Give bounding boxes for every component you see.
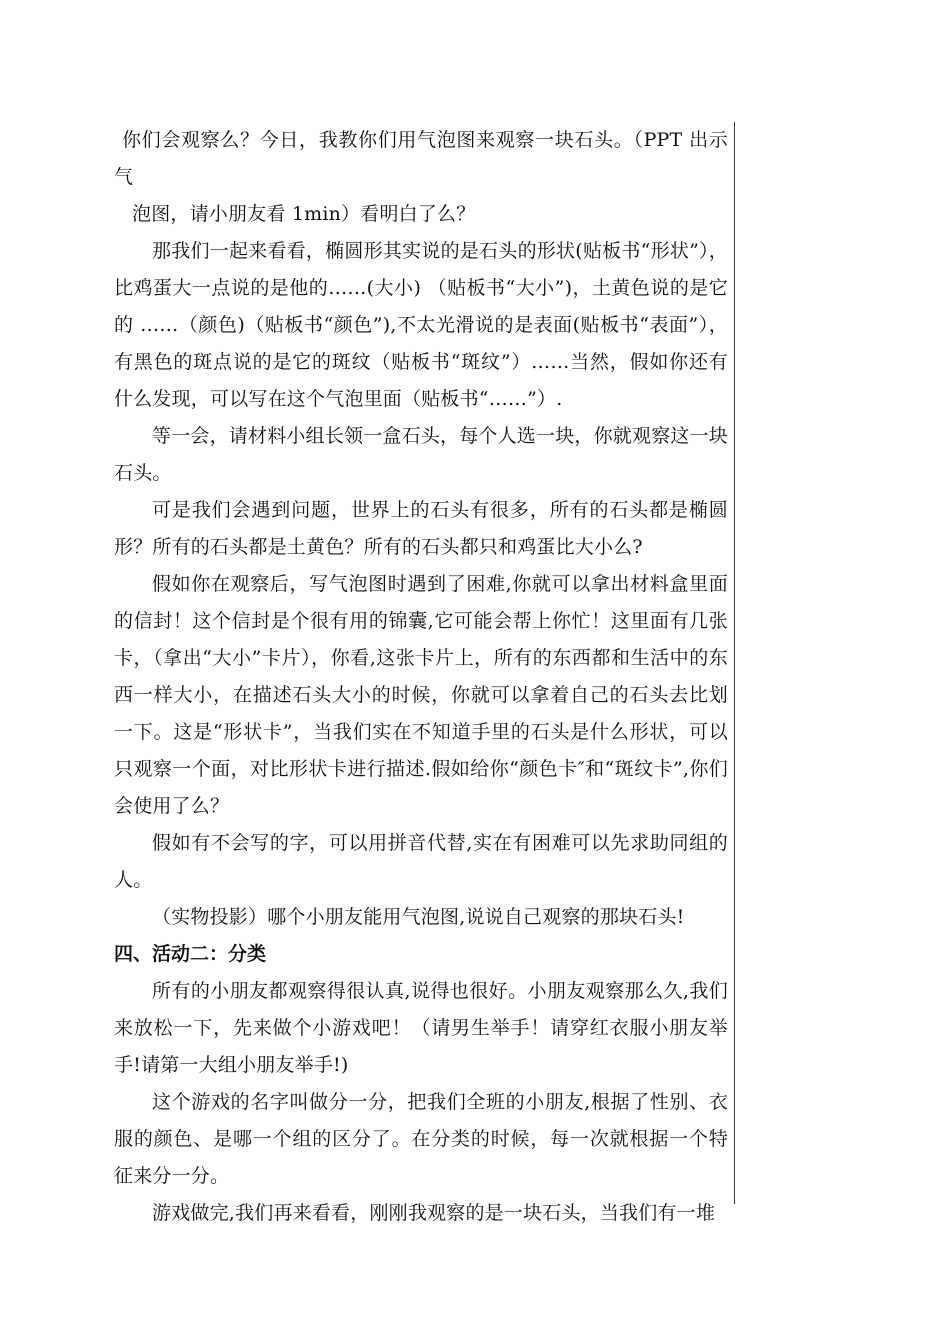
lesson-text — [114, 122, 728, 1232]
paragraph-bubble-map: 那我们一起来看看，椭圆形其实说的是石头的形状(贴板书“形状”），比鸡蛋大一点说的是他的……(大小) （贴板书“大小”)，土黄色说的是它的 ……（颜色)（贴板书“颜色”),不太光滑说的是表面(贴板书“表面”），有黑色的斑点说的是它的斑纹（贴板书“斑纹”）……当然，假如你还有什么发现，可以写在这个气泡里面（贴板书“……”）. — [114, 240, 728, 410]
table-right-border — [734, 122, 735, 1204]
intro-line-2: 泡图，请小朋友看 1min）看明白了么？ — [132, 203, 476, 225]
paragraph-after-game: 游戏做完,我们再来看看，刚刚我观察的是一块石头，当我们有一堆 — [152, 1202, 716, 1224]
paragraph-envelope-cards: 假如你在观察后，写气泡图时遇到了困难,你就可以拿出材料盒里面的信封！这个信封是个很有用的锦囊,它可能会帮上你忙！这里面有几张卡，（拿出“大小”卡片），你看,这张卡片上，所有的东西都和生活中的东西一样大小，在描述石头大小的时候，你就可以拿着自己的石头去比划一下。这是“形状卡”，当我们实在不知道手里的石头是什么形状，可以只观察一个面，对比形状卡进行描述.假如给你“颜色卡″和“斑纹卡”,你们会使用了么？ — [114, 573, 728, 817]
intro-line-1: 你们会观察么？今日，我教你们用气泡图来观察一块石头。（PPT 出示气 — [114, 129, 728, 188]
section-heading-activity-2: 四、活动二：分类 — [114, 943, 267, 965]
paragraph-projection: （实物投影）哪个小朋友能用气泡图,说说自己观察的那块石头! — [152, 906, 685, 928]
paragraph-problems: 可是我们会遇到问题，世界上的石头有很多，所有的石头都是椭圆形？所有的石头都是土黄色？所有的石头都只和鸡蛋比大小么? — [114, 499, 728, 558]
paragraph-pinyin: 假如有不会写的字，可以用拼音代替,实在有困难可以先求助同组的人。 — [114, 832, 728, 891]
paragraph-game-rules: 这个游戏的名字叫做分一分，把我们全班的小朋友,根据了性别、衣服的颜色、是哪一个组的区分了。在分类的时候，每一次就根据一个特征来分一分。 — [114, 1091, 728, 1187]
paragraph-collect-stones: 等一会，请材料小组长领一盒石头，每个人选一块，你就观察这一块石头。 — [114, 425, 729, 484]
table-cell-frame — [114, 122, 736, 1224]
paragraph-game-intro: 所有的小朋友都观察得很认真,说得也很好。小朋友观察那么久,我们来放松一下，先来做个小游戏吧！（请男生举手！请穿红衣服小朋友举手!请第一大组小朋友举手!) — [114, 980, 728, 1076]
